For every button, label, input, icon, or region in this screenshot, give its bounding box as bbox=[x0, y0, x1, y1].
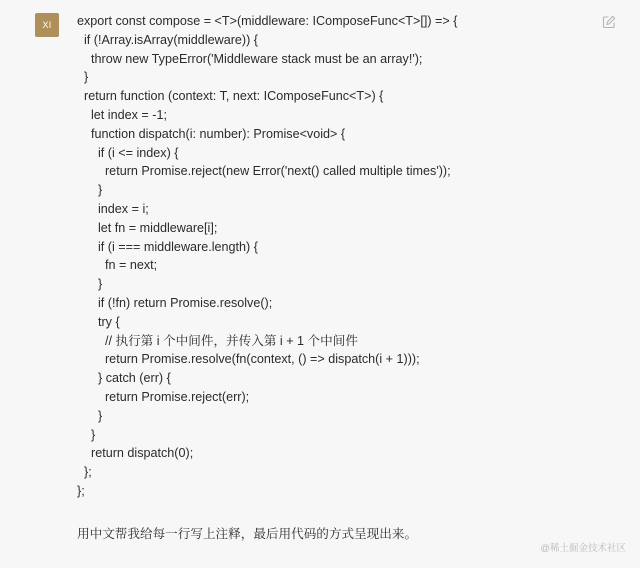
code-line: } bbox=[77, 277, 103, 292]
code-line: }; bbox=[77, 465, 92, 480]
code-line: if (!fn) return Promise.resolve(); bbox=[77, 295, 273, 310]
code-line: return Promise.resolve(fn(context, () => dispatch(i + 1))); bbox=[77, 352, 420, 367]
code-line: }; bbox=[77, 483, 85, 498]
code-line: } bbox=[77, 408, 103, 423]
code-line: fn = next; bbox=[77, 258, 158, 273]
code-line: } bbox=[77, 183, 103, 198]
code-line: } catch (err) { bbox=[77, 371, 171, 386]
code-line: if (i <= index) { bbox=[77, 145, 179, 160]
watermark: @稀土掘金技术社区 bbox=[540, 543, 626, 554]
code-line: let index = -1; bbox=[77, 107, 167, 122]
user-avatar: XI bbox=[35, 13, 59, 37]
code-line: if (!Array.isArray(middleware)) { bbox=[77, 32, 259, 47]
code-block bbox=[77, 12, 457, 501]
code-line: let fn = middleware[i]; bbox=[77, 220, 218, 235]
code-line: function dispatch(i: number): Promise<void> { bbox=[77, 126, 346, 141]
code-line: } bbox=[77, 70, 89, 85]
code-line: return Promise.reject(new Error('next() called multiple times')); bbox=[77, 164, 451, 179]
code-line: index = i; bbox=[77, 201, 149, 216]
code-line: return Promise.reject(err); bbox=[77, 389, 250, 404]
code-line: export const compose = <T>(middleware: IComposeFunc<T>[]) => { bbox=[77, 14, 458, 28]
edit-icon[interactable] bbox=[601, 14, 617, 30]
code-line: try { bbox=[77, 314, 120, 329]
code-line: throw new TypeError('Middleware stack must be an array!'); bbox=[77, 51, 423, 66]
code-line: // 执行第 i 个中间件，并传入第 i + 1 个中间件 bbox=[77, 333, 358, 348]
prompt-text: 用中文帮我给每一行写上注释，最后用代码的方式呈现出来。 bbox=[77, 527, 418, 541]
code-line: if (i === middleware.length) { bbox=[77, 239, 258, 254]
code-line: } bbox=[77, 427, 96, 442]
code-line: return dispatch(0); bbox=[77, 446, 194, 461]
code-line: return function (context: T, next: IComposeFunc<T>) { bbox=[77, 89, 384, 104]
